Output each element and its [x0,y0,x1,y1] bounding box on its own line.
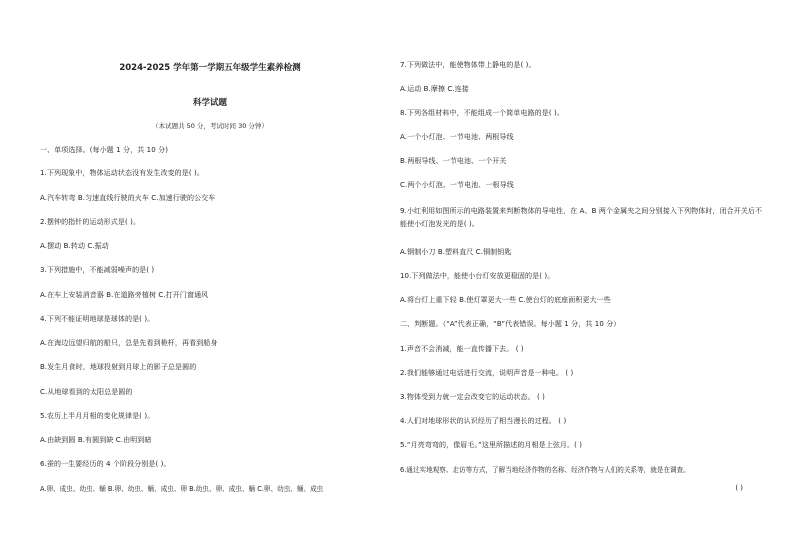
question-8-option-a: A.一个小灯泡、一节电池、两根导线 [400,133,514,141]
exam-note: （本试题共 50 分，考试时间 30 分钟） [152,122,268,130]
left-column [40,0,380,560]
question-2: 2.摆钟的指针的运动形式是( )。 [40,218,141,226]
question-3: 3.下列措施中，不能减弱噪声的是( ) [40,266,155,274]
question-4-option-b: B.发生月食时，地球投射到月球上的影子总是圆的 [40,363,197,371]
judgement-2: 2.我们能够通过电话进行交流，说明声音是一种电。 ( ) [400,369,574,377]
exam-title: 2024-2025 学年第一学期五年级学生素养检测 [119,63,301,73]
judgement-6: 6.通过实地观察、走访等方式，了解当地经济作物的名称、经济作物与人们的关系等，就是在调查。 [400,466,690,474]
question-1: 1.下列现象中，物体运动状态没有发生改变的是( )。 [40,169,204,177]
question-4: 4.下列不能证明地球是球体的是( )。 [40,315,155,323]
question-6: 6.蚕的一生要经历的 4 个阶段分别是( )。 [40,460,171,468]
question-8-option-b: B.两根导线、一节电池、一个开关 [400,157,507,165]
question-8: 8.下列各组材料中，不能组成一个简单电路的是( )。 [400,109,564,117]
question-7-options: A.运动 B.摩擦 C.连接 [400,85,469,93]
judgement-3: 3.物体受到力就一定会改变它的运动状态。 ( ) [400,393,545,401]
question-10: 10.下列做法中，能使小台灯安放更稳固的是( )。 [400,272,555,280]
question-9-options: A.钢制小刀 B.塑料直尺 C.铜制钥匙 [400,248,512,256]
judgement-5: 5.“月亮弯弯的，像眉毛。”这里所描述的月相是上弦月。( ) [400,441,583,449]
question-1-options: A.汽车转弯 B.匀速直线行驶的火车 C.加速行驶的公交车 [40,194,216,202]
question-7: 7.下列做法中，能使物体带上静电的是( )。 [400,61,536,69]
question-5-options: A.由缺到圆 B.有圆到缺 C.由明到暗 [40,436,152,444]
question-10-options: A.将台灯上重下轻 B.使灯罩更大一些 C.使台灯的底座面积更大一些 [400,296,611,304]
section-heading: 一、单项选择。(每小题 1 分，共 10 分) [40,146,169,154]
right-column [400,0,765,560]
question-5: 5.农历上半月月相的变化规律是( )。 [40,412,155,420]
question-8-option-c: C.两个小灯泡、一节电池、一根导线 [400,181,514,189]
subject-title: 科学试题 [192,98,227,108]
question-4-option-a: A.在海边远望归航的船只，总是先看到桅杆，再看到船身 [40,339,218,347]
question-6-options: A.卵、成虫、幼虫、蛹 B.卵、幼虫、蛹、成虫、卵 B.幼虫、卵、成虫、蛹 C.卵、幼虫、蛹、成虫 [40,485,324,493]
judgement-6-answer-paren: ( ) [735,484,743,492]
judgement-4: 4.人们对地球形状的认识经历了相当漫长的过程。 ( ) [400,417,567,425]
question-9: 9.小红利用如图所示的电路装置来判断物体的导电性，在 A、B 两个金属夹之间分别接入下列物体时，闭合开关后不能使小灯泡发光的是( )。 [400,207,763,228]
question-4-option-c: C.从地球看到的太阳总是圆的 [40,388,133,396]
question-3-options: A.在车上安装消音器 B.在道路旁植树 C.打开门窗通风 [40,291,209,299]
judgement-1: 1.声音不会消减，能一直传播下去。 ( ) [400,345,524,353]
section-heading-2: 二、判断题。（“A”代表正确，“B”代表错误。每小题 1 分，共 10 分） [400,320,621,328]
question-2-options: A.摆动 B.转动 C.振动 [40,242,109,250]
